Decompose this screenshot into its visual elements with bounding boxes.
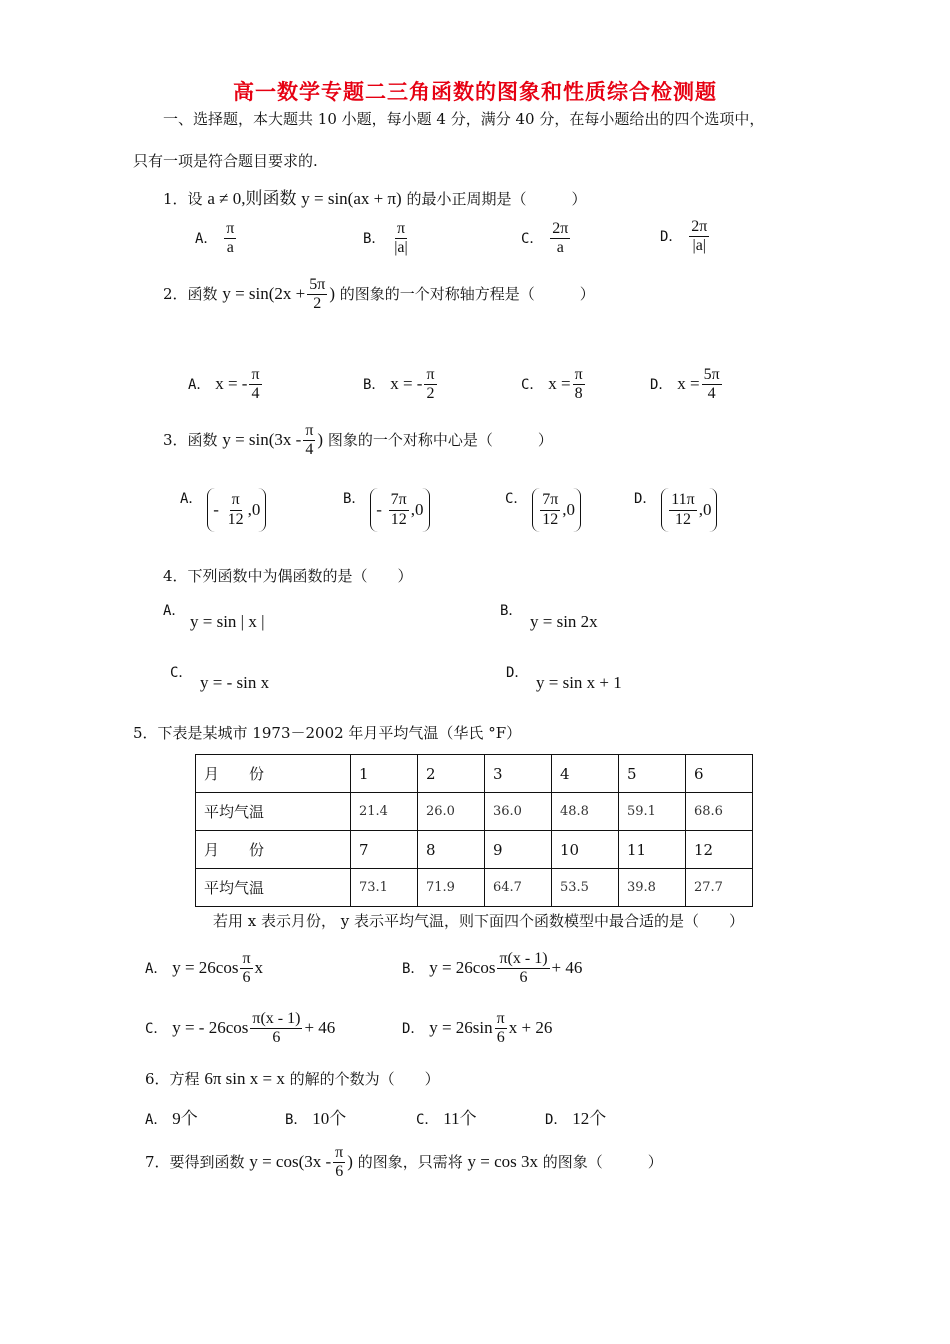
question-5-stem: 5．下表是某城市 1973－2002 年月平均气温（华氏 °F） [133, 724, 522, 742]
table-cell: 48.8 [552, 793, 619, 831]
table-cell: 71.9 [418, 869, 485, 907]
q1-option-c[interactable]: C． $\frac{2\pi}{a}$ [521, 220, 569, 257]
q2-option-c[interactable]: C． x = $\frac{\pi}{8}$ [521, 366, 583, 403]
table-header-month: 月 份 [196, 831, 351, 869]
q2-tail: 的图象的一个对称轴方程是（ ） [339, 284, 595, 303]
q7-fraction: $\frac{\pi}{6}$ [335, 1144, 344, 1181]
table-cell: 64.7 [485, 869, 552, 907]
table-cell: 27.7 [686, 869, 753, 907]
q6-equation: 6π sin x = x [204, 1069, 285, 1088]
q4-option-c[interactable]: C． [170, 665, 193, 681]
q2-option-d[interactable]: D． x = $\frac{5\pi}{4}$ [650, 366, 720, 403]
table-cell: 21.4 [351, 793, 418, 831]
q4-option-d[interactable]: D． [506, 665, 529, 681]
question-1-stem [163, 184, 587, 209]
q3-number: 3．函数 [163, 430, 218, 449]
q4-option-c-expr: y = - sin x [200, 673, 270, 692]
q3-option-c-point: 7π 12 ,0 [532, 488, 581, 532]
table-cell: 5 [619, 755, 686, 793]
q2-option-b[interactable]: B． x = - $\frac{\pi}{2}$ [363, 366, 435, 403]
q5-option-a[interactable]: A． y = 26cos $\frac{\pi}{6}$ x [145, 950, 264, 987]
q4-option-a[interactable]: A． [163, 603, 186, 619]
temperature-table [195, 754, 753, 907]
question-2-stem: 2．函数 y = sin(2x + $\frac{5\pi}{2}$ ) 的图象的一个对称轴方程是（ ） [163, 276, 595, 313]
table-cell: 36.0 [485, 793, 552, 831]
q1-option-d[interactable]: D． $\frac{2\pi}{|a|}$ [660, 218, 708, 255]
q3-option-b-point: - 7π 12 ,0 [370, 488, 429, 532]
q1-tail: 的最小正周期是（ ） [406, 190, 587, 208]
table-cell: 11 [619, 831, 686, 869]
q2-option-a[interactable]: A． x = - $\frac{\pi}{4}$ [188, 366, 260, 403]
q1-function: y = sin(ax + π) [301, 189, 402, 208]
q5-option-d[interactable]: D． y = 26sin $\frac{\pi}{6}$ x + 26 [402, 1010, 553, 1047]
q6-option-c[interactable]: C． 11个 [416, 1109, 477, 1128]
table-cell: 2 [418, 755, 485, 793]
table-header-month: 月 份 [196, 755, 351, 793]
q2-number: 2．函数 [163, 284, 218, 303]
table-row [196, 869, 753, 907]
q3-option-c[interactable]: C． 7π 12 ,0 [505, 488, 581, 532]
table-row [196, 793, 753, 831]
table-cell: 7 [351, 831, 418, 869]
table-cell: 68.6 [686, 793, 753, 831]
table-cell: 39.8 [619, 869, 686, 907]
q1-option-d-fraction: $\frac{2\pi}{|a|}$ [691, 218, 708, 255]
q1-option-a[interactable]: A． $\frac{\pi}{a}$ [195, 220, 235, 257]
q7-target-function: y = cos 3x [467, 1151, 538, 1171]
section-intro-line2: 只有一项是符合题目要求的. [133, 152, 318, 170]
table-cell: 4 [552, 755, 619, 793]
table-header-temp: 平均气温 [196, 869, 351, 907]
table-row [196, 755, 753, 793]
q1-number: 1．设 [163, 190, 203, 208]
q3-option-b[interactable]: B． - 7π 12 ,0 [343, 488, 430, 532]
q3-fraction: $\frac{\pi}{4}$ [305, 422, 314, 459]
table-cell: 6 [686, 755, 753, 793]
q5-option-b[interactable]: B． y = 26cos $\frac{\pi(x - 1)}{6}$ + 46 [402, 950, 583, 987]
q6-option-a[interactable]: A． 9个 [145, 1109, 198, 1128]
q1-condition: a ≠ 0,则函数 [207, 189, 297, 208]
q2-fraction: $\frac{5\pi}{2}$ [309, 276, 326, 313]
q4-option-d-expr: y = sin x + 1 [536, 673, 622, 692]
table-cell: 73.1 [351, 869, 418, 907]
q2-func-pre: y = sin(2x + [222, 283, 306, 303]
q3-option-d-point: 11π 12 ,0 [661, 488, 717, 532]
question-4-stem: 4．下列函数中为偶函数的是（ ） [163, 567, 413, 585]
section-intro-line1: 一、选择题，本大题共 10 小题，每小题 4 分，满分 40 分，在每小题给出的四个选项中， [163, 110, 765, 128]
table-cell: 8 [418, 831, 485, 869]
q5-followup: 若用 x 表示月份， y 表示平均气温，则下面四个函数模型中最合适的是（ ） [213, 912, 745, 930]
table-cell: 1 [351, 755, 418, 793]
q4-option-a-expr: y = sin | x | [190, 612, 265, 631]
table-header-temp: 平均气温 [196, 793, 351, 831]
q4-option-b-expr: y = sin 2x [530, 612, 598, 631]
q5-unit: °F） [488, 724, 522, 742]
q3-option-a-point: - π 12 ,0 [207, 488, 266, 532]
page-title: 高一数学专题二三角函数的图象和性质综合检测题 [233, 80, 717, 104]
q4-option-b[interactable]: B． [500, 603, 523, 619]
q1-option-b[interactable]: B． $\frac{\pi}{|a|}$ [363, 220, 408, 257]
table-cell: 26.0 [418, 793, 485, 831]
table-cell: 53.5 [552, 869, 619, 907]
q1-option-a-fraction: $\frac{\pi}{a}$ [226, 220, 235, 257]
q5-option-c[interactable]: C． y = - 26cos $\frac{\pi(x - 1)}{6}$ + 46 [145, 1010, 336, 1047]
q6-option-d[interactable]: D． 12个 [545, 1109, 607, 1128]
table-cell: 12 [686, 831, 753, 869]
question-6-stem: 6．方程 6π sin x = x 的解的个数为（ ） [145, 1069, 440, 1088]
question-3-stem: 3．函数 y = sin(3x - $\frac{\pi}{4}$ ) 图象的一个对称中心是（ ） [163, 422, 553, 459]
q3-option-a[interactable]: A． - π 12 ,0 [180, 488, 266, 532]
table-row [196, 831, 753, 869]
q1-option-c-fraction: $\frac{2\pi}{a}$ [552, 220, 569, 257]
q3-option-d[interactable]: D． 11π 12 ,0 [634, 488, 717, 532]
question-7-stem: 7．要得到函数 y = cos(3x - $\frac{\pi}{6}$ ) 的图象，只需将 y = cos 3x 的图象（ ） [145, 1144, 663, 1181]
q1-option-b-fraction: $\frac{\pi}{|a|}$ [394, 220, 408, 257]
table-cell: 9 [485, 831, 552, 869]
table-cell: 59.1 [619, 793, 686, 831]
table-cell: 10 [552, 831, 619, 869]
table-cell: 3 [485, 755, 552, 793]
q6-option-b[interactable]: B． 10个 [285, 1109, 347, 1128]
q3-tail: 图象的一个对称中心是（ ） [327, 430, 553, 449]
